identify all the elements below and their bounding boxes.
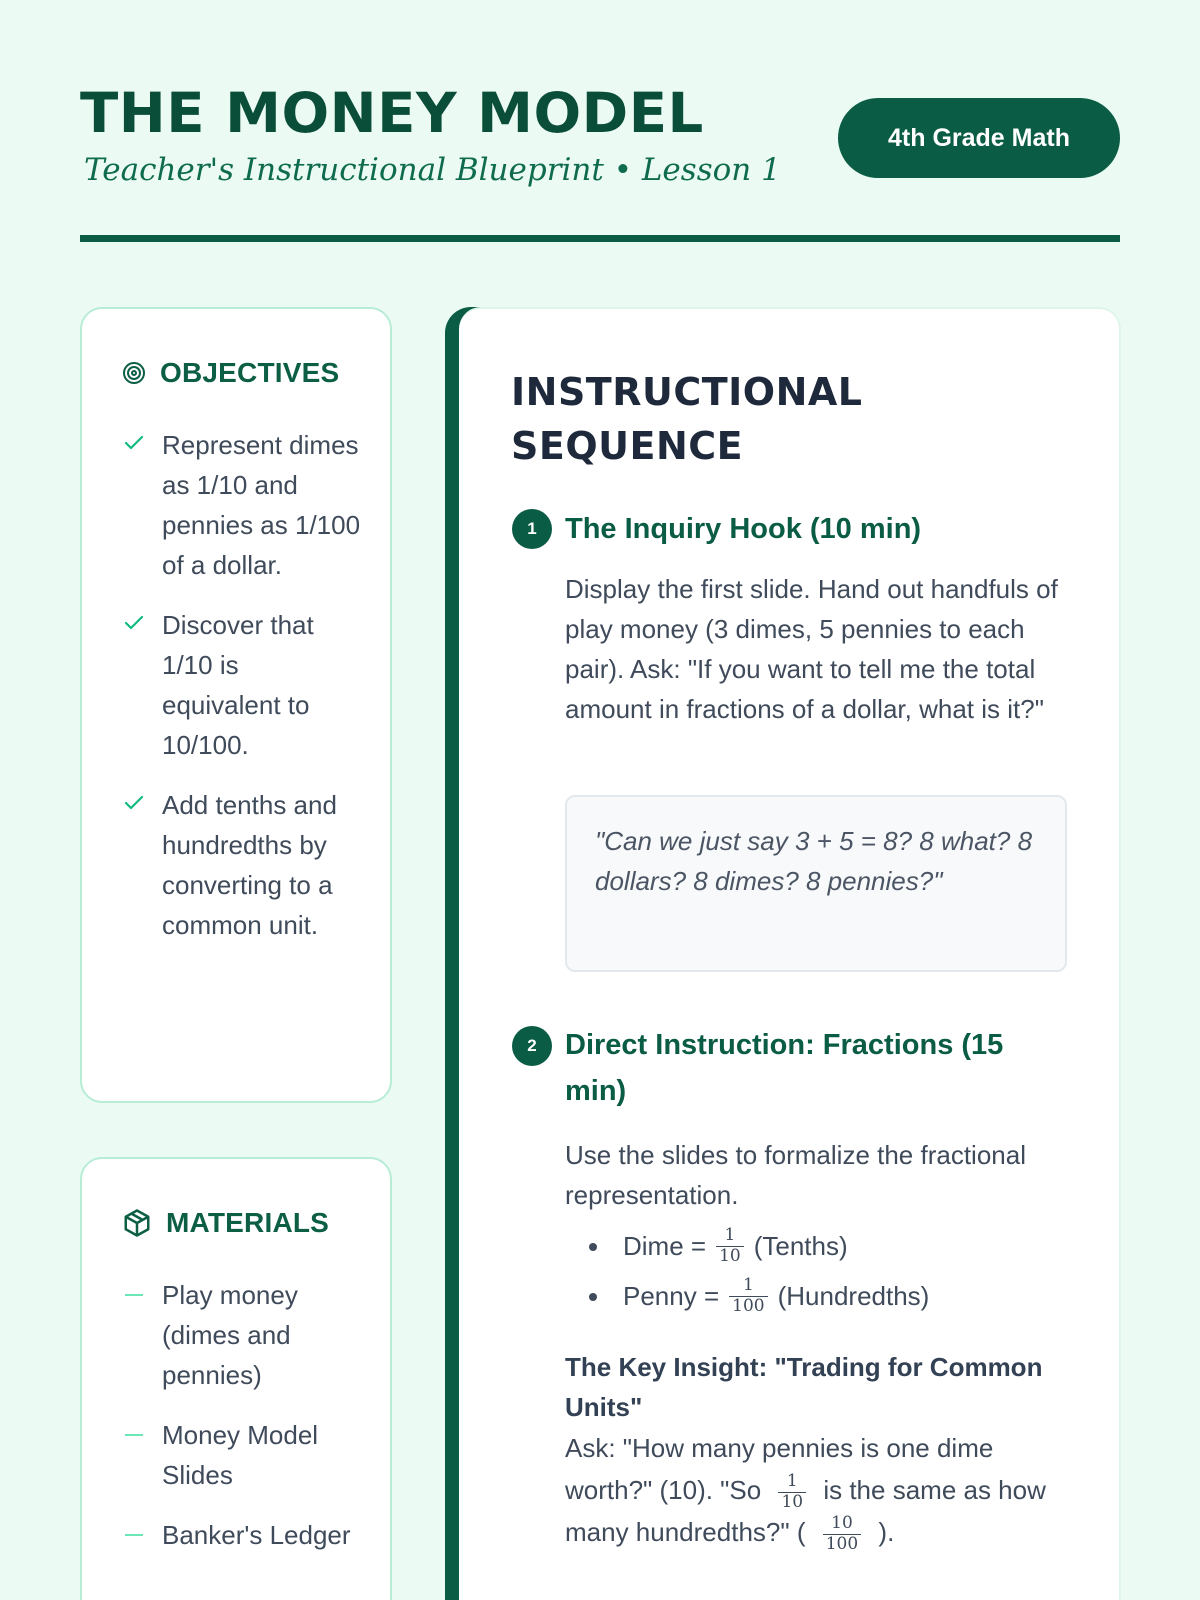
box-icon — [122, 1208, 152, 1238]
bullet-item — [589, 1221, 929, 1271]
page-title: THE MONEY MODEL — [80, 81, 704, 145]
step-body: Use the slides to formalize the fractional representation. — [565, 1140, 1026, 1210]
material-item — [122, 1515, 362, 1555]
key-insight-title: The Key Insight: "Trading for Common Units" — [565, 1352, 1043, 1422]
material-text: Play money (dimes and pennies) — [162, 1280, 298, 1390]
sequence-card — [459, 307, 1121, 1600]
materials-card — [80, 1157, 392, 1600]
material-item — [122, 1275, 362, 1395]
materials-heading-label: MATERIALS — [166, 1207, 330, 1238]
objective-text: Discover that 1/10 is equivalent to 10/100. — [162, 610, 314, 760]
materials-heading — [122, 1207, 329, 1239]
fraction — [716, 1227, 744, 1265]
step-title: Direct Instruction: Fractions (15 min) — [565, 1029, 1004, 1107]
insight-text-3: ). — [878, 1517, 895, 1548]
fraction — [778, 1473, 806, 1511]
step-title: The Inquiry Hook (10 min) — [565, 513, 922, 545]
objectives-card — [80, 307, 392, 1103]
quote-box: "Can we just say 3 + 5 = 8? 8 what? 8 dollars? 8 dimes? 8 pennies?" — [565, 795, 1067, 972]
fraction — [823, 1515, 861, 1553]
fraction-bullets — [589, 1221, 929, 1321]
page-header — [80, 80, 1120, 242]
objective-item — [122, 605, 362, 765]
objective-text: Represent dimes as 1/10 and pennies as 1/100 of a dollar. — [162, 430, 361, 580]
dash-icon — [125, 1534, 143, 1536]
fraction — [729, 1277, 767, 1315]
insight-text-1: Ask: "How many pennies is one dime worth?" (10). "So — [565, 1433, 994, 1505]
page-subtitle: Teacher's Instructional Blueprint • Lesson 1 — [84, 152, 781, 188]
step-number-badge: 1 — [512, 509, 552, 549]
bullet-suffix: (Tenths) — [753, 1231, 848, 1261]
dash-icon — [125, 1434, 143, 1436]
grade-badge: 4th Grade Math — [838, 98, 1120, 178]
objectives-heading — [122, 357, 339, 389]
objective-item — [122, 785, 362, 945]
sequence-title: INSTRUCTIONAL SEQUENCE — [511, 370, 863, 468]
fraction-numerator: 10 — [831, 1513, 853, 1534]
bullet-suffix: (Hundredths) — [777, 1281, 930, 1311]
fraction-denominator: 10 — [778, 1492, 806, 1511]
fraction-numerator: 1 — [742, 1275, 754, 1295]
fraction-denominator: 100 — [729, 1296, 767, 1315]
objective-item — [122, 425, 362, 585]
fraction-numerator: 1 — [786, 1471, 798, 1492]
insight-text-2: is the same as how many hundredths?" ( — [565, 1475, 1046, 1548]
objectives-list — [122, 425, 362, 965]
fraction-numerator: 1 — [724, 1225, 736, 1245]
fraction-denominator: 100 — [823, 1534, 861, 1553]
bullet-item — [589, 1271, 929, 1321]
step-body: Display the first slide. Hand out handfuls of play money (3 dimes, 5 pennies to each pair). Ask: "If you want to tell me the total amount in fractions of a dollar, what is it?" — [565, 574, 1058, 724]
target-icon — [122, 361, 146, 385]
objectives-heading-label: OBJECTIVES — [160, 357, 340, 388]
check-icon — [122, 431, 146, 455]
dash-icon — [125, 1294, 143, 1296]
material-item — [122, 1415, 362, 1495]
bullet-label: Penny = — [623, 1281, 720, 1311]
materials-list — [122, 1275, 362, 1575]
objective-text: Add tenths and hundredths by converting to a common unit. — [162, 790, 337, 940]
key-insight-body — [565, 1427, 1071, 1553]
check-icon — [122, 611, 146, 635]
fraction-denominator: 10 — [716, 1246, 744, 1265]
check-icon — [122, 791, 146, 815]
bullet-label: Dime = — [623, 1231, 707, 1261]
material-text: Money Model Slides — [162, 1420, 319, 1490]
step-number-badge: 2 — [512, 1026, 552, 1066]
material-text: Banker's Ledger — [162, 1520, 351, 1550]
